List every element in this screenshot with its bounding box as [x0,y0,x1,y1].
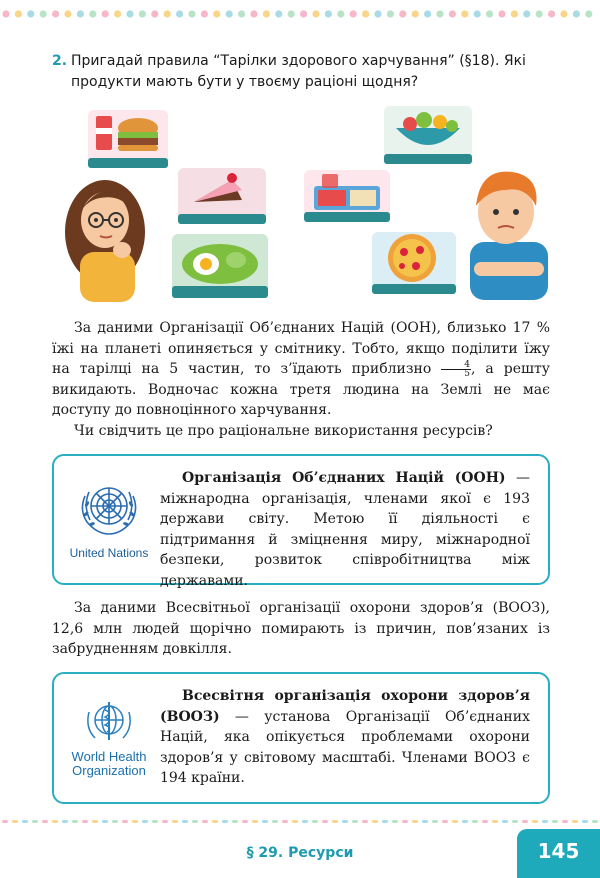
un-logo [64,476,154,560]
task-question: Пригадай правила “Тарілки здорового харчування” (§18). Які продукти мають бути у твоєму раціоні щодня? [71,53,526,90]
fried-egg-salad-icon [172,234,268,298]
who-logo-label-line1: World Health [71,749,147,764]
paragraph-who-text: За даними Всесвітньої організації охорони здоров’я (ВООЗ), 12,6 млн людей щорічно помирають із причин, пов’язаних із забрудненням довкілля. [52,600,550,657]
decorative-dots-bottom [0,817,600,827]
section-title: § 29. Ресурси [246,845,354,861]
un-logo-label: United Nations [69,546,149,560]
who-emblem-icon [79,696,139,746]
lunchbox-icon [304,170,390,222]
who-definition-text [160,686,530,789]
decorative-dots-top [0,8,600,20]
paragraph-food-waste [52,318,550,441]
un-definition-box [52,454,550,589]
cake-icon [178,168,266,224]
un-definition: — міжнародна організація, членами якої є 193 держави світу. Метою її діяльності є підтримання й зміцнення миру, міжнародної безпеки, розвиток співробітництва між державами. [160,470,530,589]
un-definition-text [160,468,530,591]
who-term: Всесвітня організація охорони здоров’я (ВООЗ) [160,688,530,725]
food-illustration [60,102,550,302]
salad-bowl-icon [384,106,472,164]
task-number: 2. [52,53,68,69]
un-term: Організація Об’єднаних Націй (ООН) [182,470,506,486]
burger-soda-icon [88,110,168,168]
girl-thinking-icon [65,180,145,302]
paragraph-question: Чи свідчить це про раціональне використання ресурсів? [74,422,493,439]
paragraph-text-a: За даними Організації Об’єднаних Націй (ООН), близько 17 % їжі на планеті опиняється у смітнику. Тобто, якщо поділити їжу на тарілці на 5 частин, то з’їдають приблизно [52,320,550,377]
who-definition: — установа Організації Об’єднаних Націй, яка опікується проблемами охорони здоров’я у світовому масштабі. Членами ВООЗ є 194 країни. [160,708,530,786]
paragraph-text-b: , а решту викидають. Водночас кожна третя людина на Землі не має доступу до повноцінного харчування. [52,361,550,418]
task-2 [52,51,552,93]
page-number-badge [517,829,600,878]
page-number: 145 [537,839,580,863]
who-definition-box [52,672,550,804]
fraction-four-fifths: $\frac{4}{5}$ [441,361,471,378]
who-logo-label-line2: Organization [72,763,146,778]
paragraph-who-stats [52,598,550,660]
pizza-icon [372,232,456,294]
boy-thinking-icon [470,172,548,300]
who-logo [64,696,154,778]
un-emblem-icon [73,476,145,542]
